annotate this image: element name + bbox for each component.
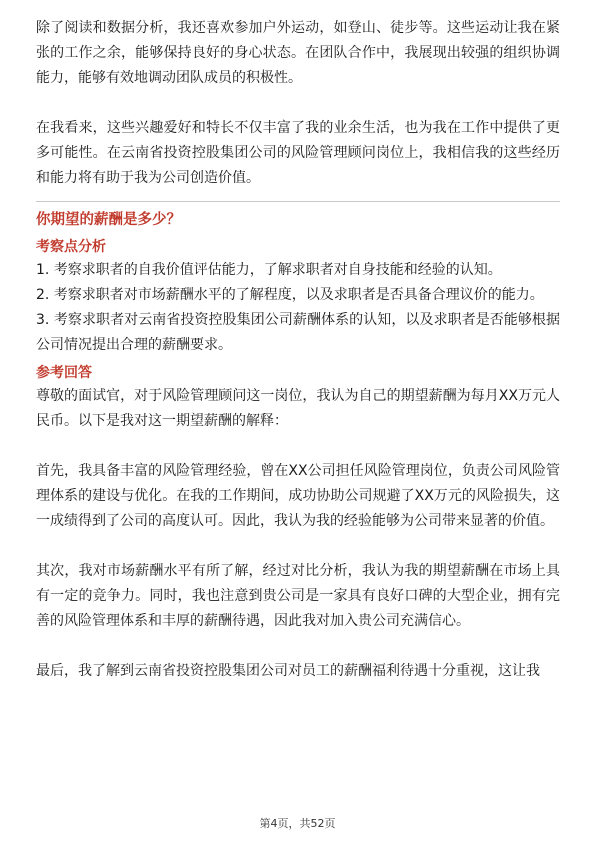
page-number: 第4页，共52页: [259, 817, 336, 830]
answer-paragraph-1: 尊敬的面试官，对于风险管理顾问这一岗位，我认为自己的期望薪酬为每月XX万元人民币。以下是我对这一期望薪酬的解释：: [36, 388, 560, 429]
intro-paragraph-1: 除了阅读和数据分析，我还喜欢参加户外运动，如登山、徒步等。这些运动让我在紧张的工作之余，能够保持良好的身心状态。在团队合作中，我展现出较强的组织协调能力，能够有效地调动团队成员的积极性。: [36, 20, 560, 86]
answer-heading: 参考回答: [36, 365, 92, 381]
page-content: [36, 16, 560, 684]
answer-paragraph-2: 首先，我具备丰富的风险管理经验，曾在XX公司担任风险管理岗位，负责公司风险管理体系的建设与优化。在我的工作期间，成功协助公司规避了XX万元的风险损失，这一成绩得到了公司的高度认可。因此，我认为我的经验能够为公司带来显著的价值。: [36, 463, 560, 529]
answer-paragraph-3: 其次，我对市场薪酬水平有所了解，经过对比分析，我认为我的期望薪酬在市场上具有一定的竞争力。同时，我也注意到贵公司是一家具有良好口碑的大型企业，拥有完善的风险管理体系和丰厚的薪酬待遇，因此我对加入贵公司充满信心。: [36, 563, 560, 629]
analysis-item-1: 1. 考察求职者的自我价值评估能力，了解求职者对自身技能和经验的认知。: [36, 262, 502, 278]
analysis-heading: 考察点分析: [36, 239, 106, 255]
answer-paragraph-4: 最后，我了解到云南省投资控股集团公司对员工的薪酬福利待遇十分重视，这让我: [36, 663, 540, 679]
question-heading: 你期望的薪酬是多少？: [36, 212, 181, 228]
analysis-item-2: 2. 考察求职者对市场薪酬水平的了解程度，以及求职者是否具备合理议价的能力。: [36, 287, 544, 303]
section-divider: [36, 201, 560, 202]
analysis-item-3: 3. 考察求职者对云南省投资控股集团公司薪酬体系的认知，以及求职者是否能够根据公司情况提出合理的薪酬要求。: [36, 312, 560, 353]
intro-paragraph-2: 在我看来，这些兴趣爱好和特长不仅丰富了我的业余生活，也为我在工作中提供了更多可能性。在云南省投资控股集团公司的风险管理顾问岗位上，我相信我的这些经历和能力将有助于我为公司创造价值。: [36, 120, 560, 186]
